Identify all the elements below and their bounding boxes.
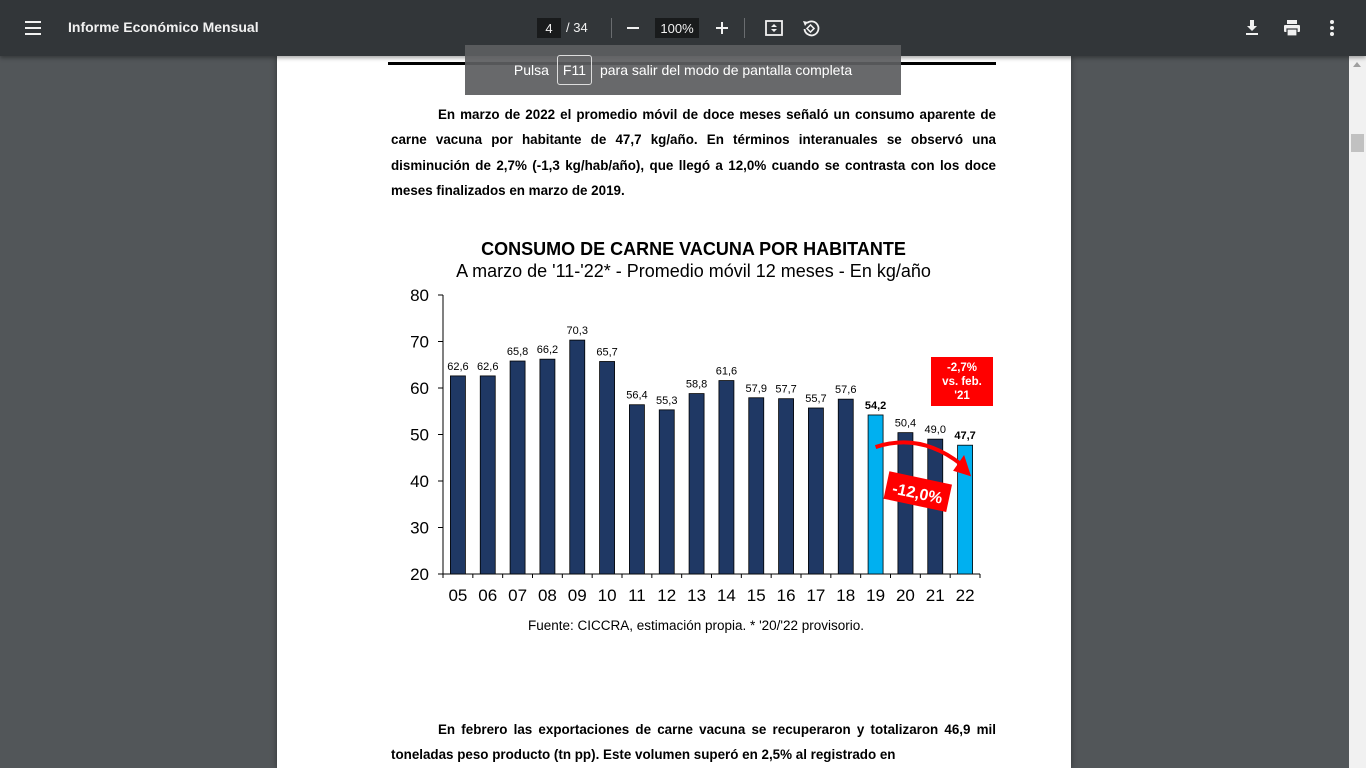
zoom-in-button[interactable] bbox=[708, 14, 736, 42]
change-annotation-text: -12,0% bbox=[890, 480, 944, 508]
rotate-icon bbox=[801, 18, 821, 38]
x-tick-label: 20 bbox=[895, 586, 915, 605]
x-tick-label: 18 bbox=[836, 586, 856, 605]
page-number-input[interactable] bbox=[537, 18, 561, 38]
bar-value-label: 50,4 bbox=[894, 417, 917, 430]
bar-19 bbox=[868, 415, 883, 574]
y-tick-label: 80 bbox=[410, 286, 429, 305]
zoom-input[interactable] bbox=[655, 18, 699, 38]
rotate-button[interactable] bbox=[797, 14, 825, 42]
change-arrow bbox=[876, 442, 961, 464]
download-icon bbox=[1244, 19, 1260, 37]
yoy-annotation-text: '21 bbox=[954, 390, 970, 402]
y-tick-label: 20 bbox=[410, 565, 429, 584]
bar-value-label: 49,0 bbox=[924, 424, 946, 437]
menu-icon[interactable] bbox=[18, 16, 50, 40]
x-tick-label: 21 bbox=[925, 586, 945, 605]
chart-subtitle: A marzo de '11-'22* - Promedio móvil 12 meses - En kg/año bbox=[456, 261, 931, 281]
bar-08 bbox=[540, 359, 555, 574]
more-vert-icon bbox=[1329, 19, 1335, 37]
minus-icon bbox=[626, 21, 640, 35]
yoy-annotation-text: vs. feb. bbox=[942, 376, 982, 388]
y-tick-label: 70 bbox=[410, 332, 429, 352]
bar-18 bbox=[838, 399, 853, 574]
bar-value-label: 58,8 bbox=[685, 378, 708, 391]
toolbar-divider bbox=[744, 18, 745, 38]
bar-12 bbox=[659, 410, 674, 574]
y-tick-label: 50 bbox=[410, 425, 429, 445]
bar-value-label: 57,7 bbox=[775, 383, 797, 396]
bar-13 bbox=[689, 394, 704, 574]
document-title: Informe Económico Mensual bbox=[68, 19, 259, 35]
more-options-button[interactable] bbox=[1318, 14, 1346, 42]
x-tick-label: 16 bbox=[776, 586, 796, 605]
bar-value-label: 47,7 bbox=[954, 430, 976, 443]
bar-value-label: 66,2 bbox=[536, 344, 559, 357]
bar-05 bbox=[450, 376, 465, 574]
bar-15 bbox=[749, 398, 764, 574]
bar-16 bbox=[779, 399, 794, 574]
paragraph-consumption: En marzo de 2022 el promedio móvil de doce meses señaló un consumo aparente de carne vacuna por habitante de 47,7 kg/año. En términos interanuales se observó una disminución de 2,7% (-1,3 kg/hab/año), que llegó a 12,0% cuando se contrasta con los doce meses finalizados en marzo de 2019. bbox=[391, 107, 996, 198]
chart-title: CONSUMO DE CARNE VACUNA POR HABITANTE bbox=[481, 239, 906, 259]
fit-to-page-button[interactable] bbox=[760, 14, 788, 42]
bar-17 bbox=[808, 408, 823, 574]
yoy-annotation-text: -2,7% bbox=[946, 362, 978, 374]
x-tick-label: 22 bbox=[955, 586, 975, 605]
print-button[interactable] bbox=[1278, 14, 1306, 42]
bar-10 bbox=[600, 361, 615, 574]
x-tick-label: 09 bbox=[567, 586, 587, 605]
scrollbar-thumb[interactable] bbox=[1351, 134, 1364, 152]
bar-07 bbox=[510, 361, 525, 574]
bar-value-label: 57,9 bbox=[745, 382, 767, 395]
x-tick-label: 17 bbox=[806, 586, 826, 605]
fullscreen-notice bbox=[465, 45, 901, 95]
y-tick-label: 60 bbox=[410, 379, 429, 398]
x-tick-label: 11 bbox=[628, 586, 646, 605]
x-tick-label: 15 bbox=[746, 586, 766, 605]
bar-value-label: 70,3 bbox=[566, 325, 588, 338]
x-tick-label: 19 bbox=[866, 586, 886, 605]
download-button[interactable] bbox=[1238, 14, 1266, 42]
x-tick-label: 06 bbox=[478, 586, 498, 605]
y-tick-label: 30 bbox=[410, 518, 429, 538]
bar-value-label: 62,6 bbox=[447, 360, 469, 373]
notice-text-after: para salir del modo de pantalla completa bbox=[599, 62, 853, 78]
x-tick-label: 10 bbox=[597, 586, 617, 605]
bar-value-label: 65,8 bbox=[506, 346, 529, 359]
f11-key-badge: F11 bbox=[557, 55, 592, 85]
notice-text-before: Pulsa bbox=[513, 62, 549, 78]
bar-value-label: 54,2 bbox=[864, 399, 887, 412]
x-tick-label: 14 bbox=[716, 586, 736, 605]
chart-source-note: Fuente: CICCRA, estimación propia. * '20/'22 provisorio. bbox=[527, 618, 865, 633]
toolbar-divider bbox=[611, 18, 612, 38]
zoom-out-button[interactable] bbox=[619, 14, 647, 42]
bar-value-label: 57,6 bbox=[835, 384, 857, 397]
x-tick-label: 12 bbox=[657, 586, 677, 605]
bar-11 bbox=[629, 405, 644, 574]
bar-06 bbox=[480, 376, 495, 574]
x-tick-label: 08 bbox=[537, 586, 557, 605]
fit-page-icon bbox=[764, 18, 784, 38]
bar-value-label: 62,6 bbox=[477, 360, 499, 373]
y-tick-label: 40 bbox=[410, 472, 429, 491]
bar-value-label: 56,4 bbox=[626, 389, 648, 402]
print-icon bbox=[1283, 19, 1301, 37]
paragraph-exports: En febrero las exportaciones de carne vacuna se recuperaron y totalizaron 46,9 mil toneladas peso producto (tn pp). Este volumen superó en 2,5% al registrado en bbox=[391, 722, 996, 763]
bar-value-label: 61,6 bbox=[715, 365, 738, 378]
bar-value-label: 55,7 bbox=[805, 392, 827, 405]
scrollbar-track[interactable] bbox=[1349, 56, 1366, 768]
x-tick-label: 05 bbox=[448, 586, 468, 605]
bar-chart bbox=[391, 284, 996, 639]
bar-value-label: 55,3 bbox=[656, 394, 678, 407]
plus-icon bbox=[715, 21, 729, 35]
bar-14 bbox=[719, 381, 734, 574]
pdf-page bbox=[277, 56, 1071, 768]
x-tick-label: 07 bbox=[508, 586, 528, 605]
scroll-up-arrow-icon[interactable] bbox=[1353, 62, 1361, 67]
bar-09 bbox=[570, 340, 585, 574]
bar-value-label: 65,7 bbox=[596, 346, 618, 359]
x-tick-label: 13 bbox=[687, 586, 707, 605]
page-total: / 34 bbox=[566, 20, 588, 35]
